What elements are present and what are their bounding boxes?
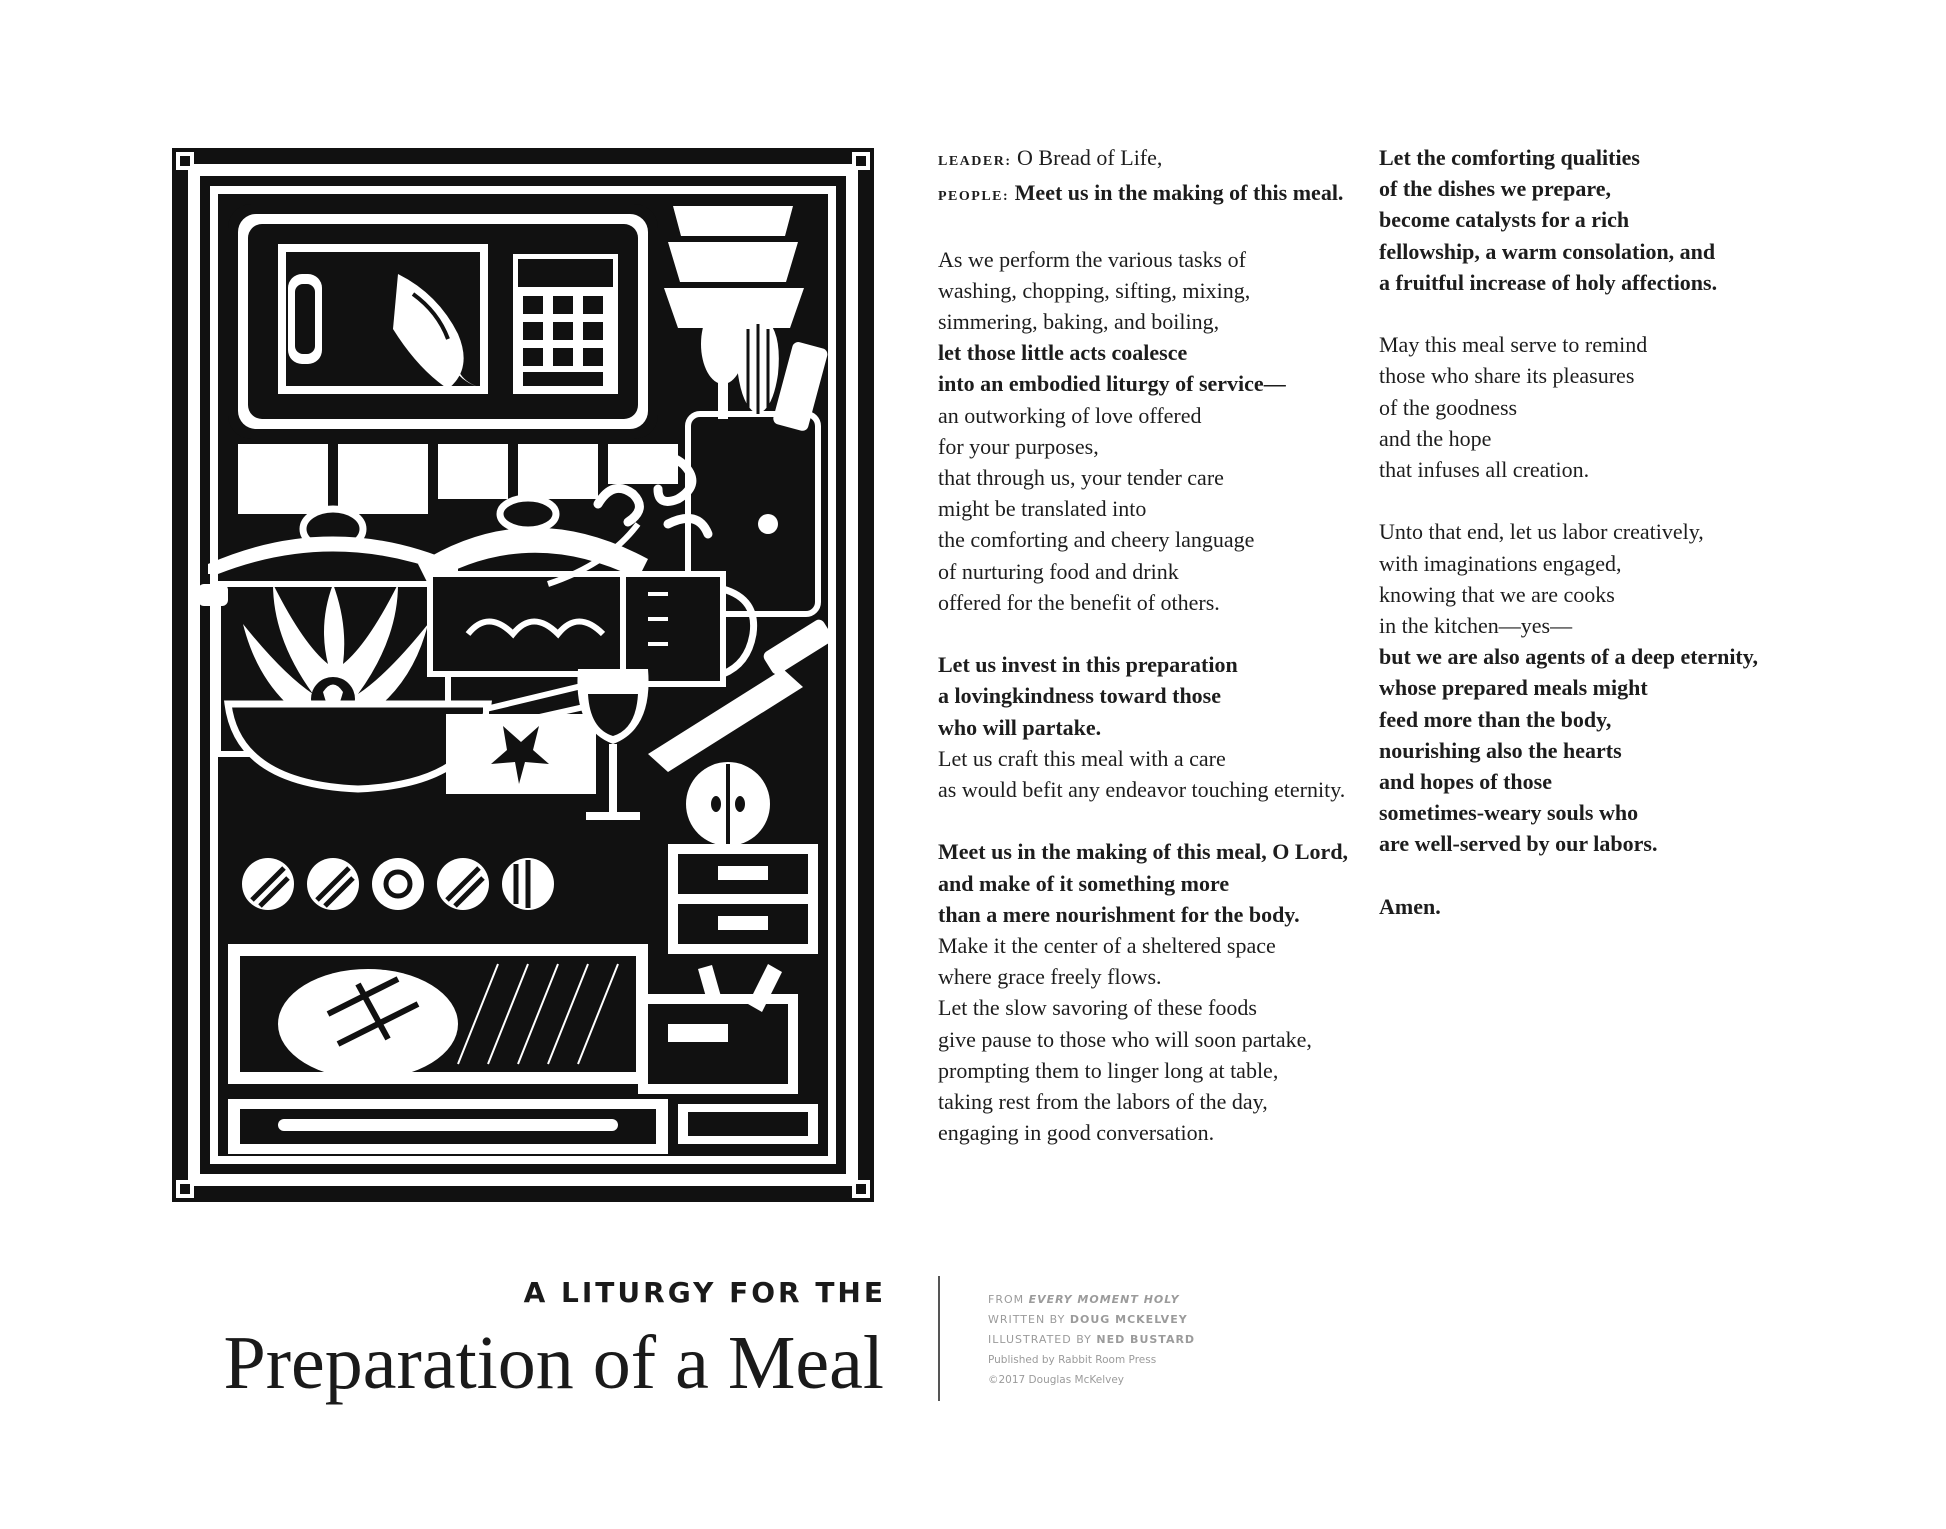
- liturgy-line: a fruitful increase of holy affections.: [1379, 269, 1718, 295]
- liturgy-line: prompting them to linger long at table,: [938, 1057, 1279, 1083]
- call-and-response: [938, 142, 1378, 212]
- liturgy-line: who will partake.: [938, 714, 1102, 740]
- liturgy-line: in the kitchen—yes—: [1379, 613, 1573, 639]
- illustrator-name: NED BUSTARD: [1096, 1333, 1196, 1346]
- title-kicker: A LITURGY FOR THE: [523, 1276, 886, 1309]
- liturgy-line: into an embodied liturgy of service—: [938, 371, 1286, 397]
- liturgy-line: for your purposes,: [938, 433, 1099, 459]
- leader-label: LEADER:: [938, 154, 1012, 169]
- copyright-line: ©2017 Douglas McKelvey: [988, 1374, 1125, 1386]
- liturgy-line: May this meal serve to remind: [1379, 332, 1648, 358]
- liturgy-line: and hopes of those: [1379, 769, 1552, 795]
- liturgy-line: Let the comforting qualities: [1379, 145, 1640, 170]
- oven-knobs-illustration: [228, 844, 648, 924]
- liturgy-line: a lovingkindness toward those: [938, 683, 1222, 709]
- liturgy-column-left: [938, 142, 1378, 1180]
- liturgy-line: fellowship, a warm consolation, and: [1379, 238, 1716, 264]
- liturgy-line: Unto that end, let us labor creatively,: [1379, 519, 1704, 545]
- liturgy-line: that through us, your tender care: [938, 465, 1224, 491]
- liturgy-line: and the hope: [1379, 425, 1492, 451]
- stanzas-left: [938, 244, 1378, 1149]
- utensil-crock-illustration: [688, 304, 829, 614]
- drawers-illustration: [668, 844, 818, 954]
- liturgy-line: offered for the benefit of others.: [938, 589, 1220, 615]
- liturgy-line: and make of it something more: [938, 870, 1230, 896]
- stanzas-right: [1379, 142, 1839, 922]
- liturgy-line: of nurturing food and drink: [938, 558, 1179, 584]
- stanza: [1379, 516, 1839, 859]
- stanza: [1379, 142, 1839, 298]
- liturgy-line: nourishing also the hearts: [1379, 737, 1622, 763]
- stanza: [1379, 891, 1839, 922]
- liturgy-line: those who share its pleasures: [1379, 363, 1635, 389]
- burner-illustration: [446, 714, 596, 794]
- liturgy-line: As we perform the various tasks of: [938, 246, 1246, 272]
- liturgy-line: sometimes-weary souls who: [1379, 800, 1639, 826]
- author-name: DOUG MCKELVEY: [1069, 1313, 1188, 1326]
- liturgy-column-right: [1379, 142, 1839, 953]
- oven-window-illustration: [228, 944, 648, 1084]
- liturgy-line: feed more than the body,: [1379, 706, 1612, 732]
- stanza: [1379, 329, 1839, 485]
- liturgy-line: an outworking of love offered: [938, 402, 1202, 428]
- liturgy-line: give pause to those who will soon partake,: [938, 1026, 1312, 1052]
- liturgy-line: where grace freely flows.: [938, 964, 1162, 990]
- from-label: FROM: [988, 1293, 1025, 1306]
- liturgy-line: of the dishes we prepare,: [1379, 176, 1612, 202]
- liturgy-line: engaging in good conversation.: [938, 1120, 1215, 1146]
- liturgy-line: washing, chopping, sifting, mixing,: [938, 277, 1251, 303]
- liturgy-line: knowing that we are cooks: [1379, 581, 1615, 607]
- liturgy-line: Make it the center of a sheltered space: [938, 933, 1276, 959]
- stanza: [938, 244, 1378, 618]
- oven-handle-illustration: [228, 1099, 668, 1154]
- liturgy-line: that infuses all creation.: [1379, 457, 1590, 483]
- liturgy-line: simmering, baking, and boiling,: [938, 309, 1220, 334]
- liturgy-line: might be translated into: [938, 496, 1147, 522]
- people-line: Meet us in the making of this meal.: [1014, 180, 1344, 206]
- bread-loaf-illustration: [278, 969, 458, 1079]
- credits: [988, 1290, 1195, 1390]
- liturgy-line: let those little acts coalesce: [938, 340, 1188, 366]
- liturgy-line: become catalysts for a rich: [1379, 207, 1630, 233]
- book-title: EVERY MOMENT HOLY: [1028, 1293, 1180, 1306]
- liturgy-line: Let the slow savoring of these foods: [938, 995, 1257, 1021]
- microwave-illustration: [228, 204, 658, 439]
- liturgy-line: Let us invest in this preparation: [938, 652, 1238, 678]
- liturgy-line: are well-served by our labors.: [1379, 831, 1658, 857]
- stanza: [938, 836, 1378, 1148]
- liturgy-line: with imaginations engaged,: [1379, 550, 1622, 576]
- illustrated-label: ILLUSTRATED BY: [988, 1333, 1092, 1346]
- liturgy-line: but we are also agents of a deep eternity,: [1379, 644, 1759, 670]
- liturgy-line: of the goodness: [1379, 394, 1518, 420]
- page-title: Preparation of a Meal: [223, 1321, 884, 1405]
- liturgy-line: taking rest from the labors of the day,: [938, 1089, 1268, 1115]
- stanza: [938, 649, 1378, 805]
- apple-illustration: [686, 762, 770, 846]
- liturgy-line: whose prepared meals might: [1379, 675, 1648, 701]
- liturgy-line: Amen.: [1379, 893, 1441, 919]
- liturgy-line: than a mere nourishment for the body.: [938, 901, 1300, 927]
- publisher-line: Published by Rabbit Room Press: [988, 1354, 1157, 1366]
- liturgy-line: Meet us in the making of this meal, O Lord,: [938, 839, 1349, 865]
- liturgy-line: Let us craft this meal with a care: [938, 745, 1226, 771]
- leader-line: O Bread of Life,: [1017, 145, 1163, 170]
- people-label: PEOPLE:: [938, 189, 1010, 205]
- liturgy-line: the comforting and cheery language: [938, 527, 1255, 553]
- title-divider: [938, 1276, 940, 1401]
- liturgy-line: as would befit any endeavor touching eternity.: [938, 777, 1346, 803]
- kitchen-illustration: [168, 144, 878, 1206]
- written-label: WRITTEN BY: [988, 1313, 1066, 1326]
